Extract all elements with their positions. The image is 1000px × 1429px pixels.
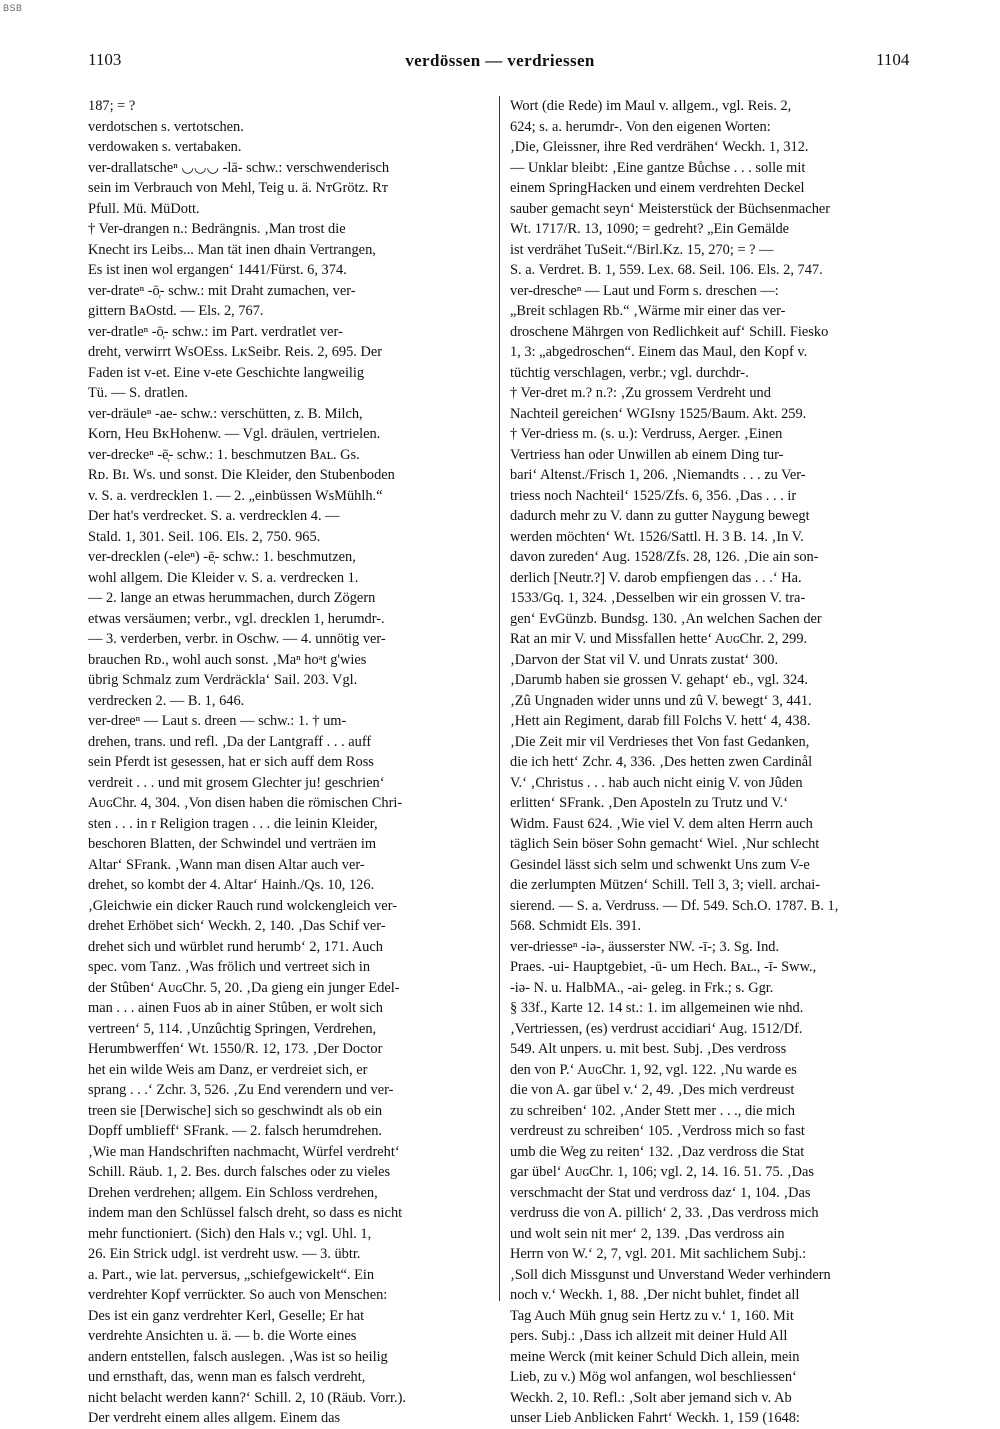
text-line: ver-dräuleⁿ -ae- schw.: verschütten, z. B. Milch, <box>88 405 363 422</box>
text-line: gen‘ EvGünzb. Bundsg. 130. ‚An welchen Sachen der <box>510 610 822 627</box>
text-line: ver-dreckeⁿ -ē̜- schw.: 1. beschmutzen Bᴀʟ. Gs. <box>88 446 360 463</box>
text-line: ‚Zû Ungnaden wider unns und zû V. bewegt‘ 3, 441. <box>510 692 812 709</box>
text-line: Der verdreht einem alles allgem. Einem das <box>88 1410 341 1426</box>
text-line: noch v.‘ Weckh. 1, 88. ‚Der nicht buhlet, findet all <box>510 1287 800 1303</box>
text-line: ver-dreeⁿ — Laut s. dreen — schw.: 1. † um- <box>88 713 347 729</box>
text-line: verschmacht der Stat und verdross daz‘ 1, 104. ‚Das <box>510 1184 811 1201</box>
text-line: derlich [Neutr.?] V. darob empfiengen das . . .‘ Ha. <box>510 569 802 586</box>
text-line: § 33f., Karte 12. 14 st.: 1. im allgemeinen wie nhd. <box>510 1000 804 1016</box>
text-line: Knecht irs Leibs... Man tät inen dhain Vertrangen, <box>88 241 376 258</box>
text-line: 624; s. a. herumdr-. Von den eigenen Worten: <box>510 118 771 135</box>
text-line: 187; = ? <box>88 98 136 114</box>
left-column <box>88 96 498 1429</box>
text-line: V.‘ ‚Christus . . . hab auch nicht einig V. von Jûden <box>510 774 803 791</box>
text-line: ‚Die, Gleissner, ihre Red verdrähen‘ Weckh. 1, 312. <box>510 139 809 155</box>
text-line: etwas versäumen; verbr., vgl. drecklen 1, herumdr-. <box>88 610 385 627</box>
text-line: ver-drallatscheⁿ ◡◡◡ -lā- schw.: verschwenderisch <box>88 159 390 176</box>
text-line: AᴜɢChr. 4, 304. ‚Von disen haben die römischen Chri- <box>88 795 403 811</box>
text-line: sauber gemacht seyn‘ Meisterstück der Büchsenmacher <box>510 200 831 217</box>
text-line: sierend. — S. a. Verdruss. — Df. 549. Sch.O. 1787. B. 1, <box>510 897 839 914</box>
text-line: Lieb, zu v.) Mög wol anfangen, wol beschliessen‘ <box>510 1369 797 1385</box>
page-header <box>0 50 1000 74</box>
text-line: † Ver-driess m. (s. u.): Verdruss, Aerger. ‚Einen <box>510 426 783 442</box>
text-line: 568. Schmidt Els. 391. <box>510 918 642 934</box>
text-line: † Ver-dret m.? n.?: ‚Zu grossem Verdreht und <box>510 385 771 401</box>
text-line: indem man den Schlüssel falsch dreht, so dass es nicht <box>88 1205 403 1221</box>
text-line: sprang . . .‘ Zchr. 3, 526. ‚Zu End verendern und ver- <box>88 1082 394 1098</box>
text-line: werden möchten‘ Wt. 1526/Sattl. H. 3 B. 14. ‚In V. <box>510 528 804 545</box>
text-line: einem SpringHacken und einem verdrehten Deckel <box>510 180 805 196</box>
text-line: ver-drescheⁿ — Laut und Form s. dreschen —: <box>510 282 779 299</box>
text-line: drehet, so kombt der 4. Altar‘ Hainh./Qs. 10, 126. <box>88 877 375 893</box>
text-line: drehen, trans. und refl. ‚Da der Lantgraff . . . auff <box>88 733 372 750</box>
text-line: Widm. Faust 624. ‚Wie viel V. dem alten Herrn auch <box>510 815 813 832</box>
text-line: Wort (die Rede) im Maul v. allgem., vgl. Reis. 2, <box>510 98 792 114</box>
text-line: pers. Subj.: ‚Dass ich allzeit mit deiner Huld All <box>510 1328 788 1344</box>
text-line: verdotschen s. vertotschen. <box>88 118 244 135</box>
text-line: 1533/Gq. 1, 324. ‚Desselben wir ein grossen V. tra- <box>510 590 806 606</box>
text-line: S. a. Verdret. B. 1, 559. Lex. 68. Seil. 106. Els. 2, 747. <box>510 262 823 278</box>
text-line: ver-drecklen (-eleⁿ) -ē̜- schw.: 1. beschmutzen, <box>88 549 356 565</box>
text-line: den von P.‘ AᴜɢChr. 1, 92, vgl. 122. ‚Nu warde es <box>510 1061 797 1078</box>
text-line: zu schreiben‘ 102. ‚Ander Stett mer . . ., die mich <box>510 1102 795 1119</box>
text-line: verdrehter Kopf verrückter. So auch von Menschen: <box>88 1287 388 1303</box>
right-column <box>510 96 916 1429</box>
text-line: — 2. lange an etwas herummachen, durch Zögern <box>88 590 376 606</box>
text-line: die ich hett‘ Zchr. 4, 336. ‚Des hetten zwen Cardinål <box>510 754 813 770</box>
text-line: Vertriess han oder Unwillen ab einem Ding tur- <box>510 446 784 463</box>
text-line: Tü. — S. dratlen. <box>88 385 188 401</box>
text-line: drehet sich und würblet rund herumb‘ 2, 171. Auch <box>88 938 383 955</box>
text-line: — 3. verderben, verbr. in Oschw. — 4. unnötig ver- <box>88 631 386 647</box>
text-line: v. S. a. verdrecklen 1. — 2. „einbüssen WsMühlh.“ <box>88 487 383 504</box>
text-line: sein Pferdt ist gesessen, hat er sich auff dem Ross <box>88 754 374 770</box>
text-line: ‚Vertriessen, (es) verdrust accidiari‘ Aug. 1512/Df. <box>510 1020 803 1037</box>
text-line: brauchen Rᴅ., wohl auch sonst. ‚Maⁿ hoᵃt g'wies <box>88 651 367 668</box>
text-line: Gesindel lässt sich selm und schwenkt Uns zum V-e <box>510 856 810 873</box>
text-line: a. Part., wie lat. perversus, „schiefgewickelt“. Ein <box>88 1266 375 1283</box>
running-title: verdössen — verdriessen <box>405 51 595 70</box>
text-line: verdreust zu schreiben‘ 105. ‚Verdross mich so fast <box>510 1123 805 1139</box>
text-line: Herrn von W.‘ 2, 7, vgl. 201. Mit sachlichem Subj.: <box>510 1246 807 1262</box>
text-line: dadurch mehr zu V. dann zu gutter Naygung bewegt <box>510 508 810 524</box>
text-line: tüchtig verschlagen, verbr.; vgl. durchdr-. <box>510 364 749 381</box>
text-line: ‚Darumb haben sie grossen V. gehapt‘ eb., vgl. 324. <box>510 672 809 688</box>
text-line: verdrehte Ansichten u. ä. — b. die Worte eines <box>88 1328 357 1344</box>
text-line: ‚Wie man Handschriften nachmacht, Würfel verdreht‘ <box>88 1143 400 1160</box>
text-line: Herumbwerffen‘ Wt. 1550/R. 12, 173. ‚Der Doctor <box>88 1041 383 1057</box>
text-line: Stald. 1, 301. Seil. 106. Els. 2, 750. 965. <box>88 528 321 545</box>
text-line: ‚Soll dich Missgunst und Unverstand Weder verhindern <box>510 1266 831 1283</box>
text-line: Rᴅ. Bɪ. Ws. und sonst. Die Kleider, den Stubenboden <box>88 467 395 483</box>
text-line: Dopff umblieff‘ SFrank. — 2. falsch herumdrehen. <box>88 1123 383 1139</box>
text-line: Korn, Heu BᴋHohenw. — Vgl. dräulen, vertrielen. <box>88 426 381 442</box>
library-stamp: BSB <box>3 3 23 13</box>
text-line: verdowaken s. vertabaken. <box>88 139 242 155</box>
text-line: -iə- N. u. HalbMA., -ai- geleg. in Frk.; s. Ggr. <box>510 979 774 996</box>
text-line: Nachteil gereichen‘ WGIsny 1525/Baum. Akt. 259. <box>510 405 807 422</box>
text-line: — Unklar bleibt: ‚Eine gantze Bůchse . . . solle mit <box>510 159 806 176</box>
text-line: Pfull. Mü. MüDott. <box>88 200 200 217</box>
text-line: 1, 3: „abgedroschen“. Einem das Maul, den Kopf v. <box>510 344 808 360</box>
text-line: die zerlumpten Mützen‘ Schill. Tell 3, 3; viell. archai- <box>510 877 821 893</box>
text-line: gar übel‘ AᴜɢChr. 1, 106; vgl. 2, 14. 16. 51. 75. ‚Das <box>510 1164 815 1180</box>
text-line: Der hat's verdrecket. S. a. verdrecklen 4. — <box>88 508 340 524</box>
column-divider <box>499 96 500 1301</box>
text-line: sein im Verbrauch von Mehl, Teig u. ä. NᴛGrötz. Rᴛ <box>88 180 388 196</box>
text-line: gittern BᴀOstd. — Els. 2, 767. <box>88 303 264 319</box>
text-line: übrig Schmalz zum Verdräckla‘ Sail. 203. Vgl. <box>88 672 358 688</box>
text-line: der Stûben‘ AᴜɢChr. 5, 20. ‚Da gieng ein junger Edel- <box>88 979 400 996</box>
text-line: ‚Gleichwie ein dicker Rauch rund wolckengleich ver- <box>88 897 397 914</box>
text-line: 26. Ein Strick udgl. ist verdreht usw. — 3. übtr. <box>88 1246 361 1262</box>
text-line: het ein wilde Weis am Danz, er verdreiet sich, er <box>88 1061 368 1078</box>
text-line: Altar‘ SFrank. ‚Wann man disen Altar auch ver- <box>88 856 365 873</box>
text-line: nicht belacht werden kann?‘ Schill. 2, 10 (Räub. Vorr.). <box>88 1389 406 1406</box>
text-line: ‚Hett ain Regiment, darab fill Folchs V. hett‘ 4, 438. <box>510 713 811 729</box>
text-line: unser Lieb Anblicken Fahrt‘ Weckh. 1, 159 (1648: <box>510 1410 800 1426</box>
text-line: Drehen verdrehen; allgem. Ein Schloss verdrehen, <box>88 1184 378 1201</box>
text-line: treen sie [Derwische] sich so geschwindt als ob ein <box>88 1102 383 1119</box>
text-line: † Ver-drangen n.: Bedrängnis. ‚Man trost die <box>88 221 346 237</box>
text-line: verdruss die von A. pillich‘ 2, 33. ‚Das verdross mich <box>510 1205 819 1221</box>
text-line: „Breit schlagen Rb.“ ‚Wärme mir einer das ver- <box>510 303 786 319</box>
text-line: andern entstellen, falsch auslegen. ‚Was ist so heilig <box>88 1348 388 1365</box>
text-line: und ernsthaft, das, wenn man es falsch verdreht, <box>88 1369 366 1385</box>
text-line: täglich Sein böser Sohn gemacht‘ Wiel. ‚Nur schlecht <box>510 836 820 852</box>
text-line: ver-driesseⁿ -iə-, äusserster NW. -ī-; 3. Sg. Ind. <box>510 938 780 955</box>
text-line: davon zureden‘ Aug. 1528/Zfs. 28, 126. ‚Die ain son- <box>510 549 819 565</box>
text-line: Weckh. 2, 10. Refl.: ‚Solt aber jemand sich v. Ab <box>510 1389 792 1406</box>
text-line: ver-dratleⁿ -ō̜- schw.: im Part. verdratlet ver- <box>88 323 343 340</box>
text-line: beschoren Blatten, der Schwindel und verträen im <box>88 836 377 852</box>
text-line: und wolt sein nit mer‘ 2, 139. ‚Das verdross ain <box>510 1225 785 1242</box>
text-line: drehet Erhöbet sich‘ Weckh. 2, 140. ‚Das Schif ver- <box>88 918 386 934</box>
text-line: erlitten‘ SFrank. ‚Den Aposteln zu Trutz und V.‘ <box>510 795 789 811</box>
text-line: spec. vom Tanz. ‚Was frölich und vertreet sich in <box>88 959 371 975</box>
text-line: droschene Mährgen von Redlichkeit auf‘ Schill. Fiesko <box>510 323 829 340</box>
text-line: dreht, verwirrt WsOEss. LᴋSeibr. Reis. 2, 695. Der <box>88 344 383 360</box>
text-line: triess noch Nachteil‘ 1525/Zfs. 6, 356. ‚Das . . . ir <box>510 487 797 504</box>
text-line: ‚Die Zeit mir vil Verdrieses thet Von fast Gedanken, <box>510 733 810 750</box>
page-number-left: 1103 <box>88 50 122 69</box>
text-line: Rat an mir V. und Missfallen hette‘ AᴜɢChr. 2, 299. <box>510 631 808 647</box>
text-line: wohl allgem. Die Kleider v. S. a. verdrecken 1. <box>88 569 359 586</box>
text-line: Es ist inen wol ergangen‘ 1441/Fürst. 6, 374. <box>88 262 347 278</box>
text-line: verdreit . . . und mit grosem Glechter ju! geschrien‘ <box>88 774 385 791</box>
text-line: Wt. 1717/R. 13, 1090; = gedreht? „Ein Gemälde <box>510 221 790 237</box>
text-line: mehr functioniert. (Sich) den Hals v.; vgl. Uhl. 1, <box>88 1225 372 1242</box>
text-line: umb die Weg zu reiten‘ 132. ‚Daz verdross die Stat <box>510 1143 805 1160</box>
page-number-right: 1104 <box>876 50 910 69</box>
text-line: Tag Auch Müh gnug sein Hertz zu v.‘ 1, 160. Mit <box>510 1307 794 1324</box>
text-line: Faden ist v-et. Eine v-ete Geschichte langweilig <box>88 364 365 381</box>
text-line: vertreen‘ 5, 114. ‚Unzûchtig Springen, Verdrehen, <box>88 1020 377 1037</box>
text-line: die von A. gar übel v.‘ 2, 49. ‚Des mich verdreust <box>510 1082 795 1098</box>
text-line: ist verdrähet TuSeit.“/Birl.Kz. 15, 270; = ? — <box>510 241 774 258</box>
text-line: verdrecken 2. — B. 1, 646. <box>88 692 245 709</box>
text-line: Praes. -ui- Hauptgebiet, -ū- um Hech. Bᴀʟ., -ī- Sww., <box>510 959 817 975</box>
text-line: sten . . . in r Religion tragen . . . die leinin Kleider, <box>88 815 378 832</box>
text-line: ‚Darvon der Stat vil V. und Unrats zustat‘ 300. <box>510 651 779 668</box>
text-line: 549. Alt unpers. u. mit best. Subj. ‚Des verdross <box>510 1041 787 1057</box>
text-line: man . . . ainen Fuos ab in ainer Stûben, er wolt sich <box>88 1000 383 1016</box>
text-line: bari‘ Altenst./Frisch 1, 206. ‚Niemandts . . . zu Ver- <box>510 467 806 483</box>
text-line: ver-drateⁿ -ō̜- schw.: mit Draht zumachen, ver- <box>88 282 356 299</box>
text-line: Schill. Räub. 1, 2. Bes. durch falsches oder zu vieles <box>88 1164 391 1180</box>
text-line: Des ist ein ganz verdrehter Kerl, Geselle; Er hat <box>88 1307 365 1324</box>
text-line: meine Werck (mit keiner Schuld Dich allein, mein <box>510 1348 800 1365</box>
